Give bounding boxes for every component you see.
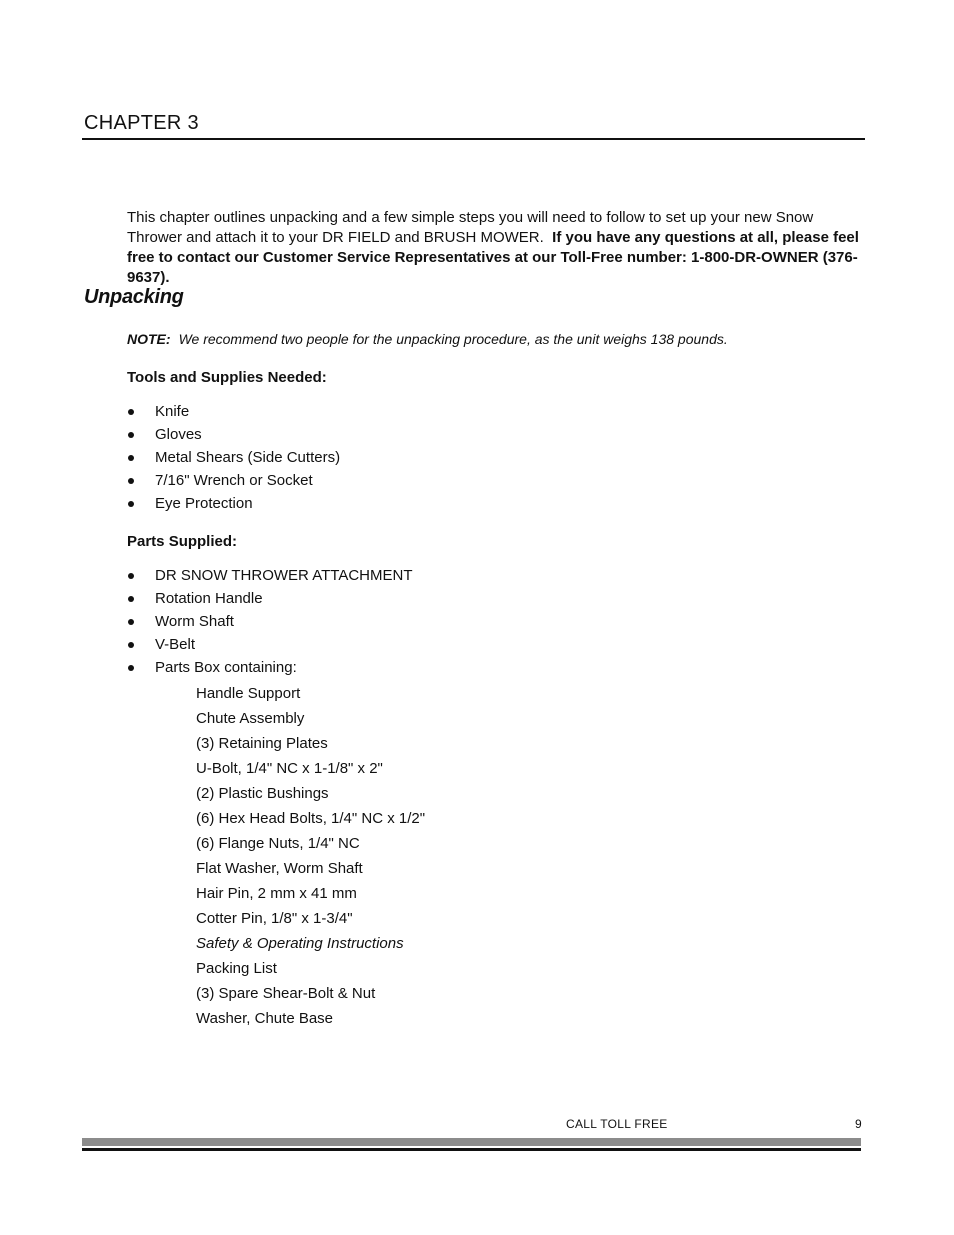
footer-label: CALL TOLL FREE [566,1117,668,1131]
list-item: Worm Shaft [127,610,413,633]
list-item: Safety & Operating Instructions [196,935,404,952]
list-item: DR SNOW THROWER ATTACHMENT [127,564,413,587]
list-item: Chute Assembly [196,710,305,727]
list-item: 7/16" Wrench or Socket [127,469,340,492]
parts-box-list [196,681,425,1031]
tools-list [127,400,340,515]
intro-text: This chapter outlines unpacking and a few simple steps you will need to follow to set up your new Snow Thrower and attach it to your DR FIELD and BRUSH MOWER. [127,209,814,246]
page-number: 9 [855,1117,862,1131]
bullet-icon [128,409,134,415]
bullet-icon [128,478,134,484]
note-text: We recommend two people for the unpacking procedure, as the unit weighs 138 pounds. [178,331,728,347]
bullet-icon [128,455,134,461]
list-item: Gloves [127,423,340,446]
tools-heading: Tools and Supplies Needed: [127,369,327,386]
list-item: (6) Flange Nuts, 1/4" NC [196,835,360,852]
list-item: Eye Protection [127,492,340,515]
bullet-icon [128,642,134,648]
bullet-icon [128,665,134,671]
footer-bar [82,1138,861,1146]
bullet-icon [128,619,134,625]
list-item: (6) Hex Head Bolts, 1/4" NC x 1/2" [196,810,426,827]
list-item: Packing List [196,960,277,977]
list-item: Knife [127,400,340,423]
list-item: (3) Retaining Plates [196,735,328,752]
chapter-heading: CHAPTER 3 [84,112,199,134]
parts-heading: Parts Supplied: [127,533,238,550]
list-item: Parts Box containing: [127,656,413,679]
parts-list [127,564,413,679]
list-item: U-Bolt, 1/4" NC x 1-1/8" x 2" [196,760,383,777]
note-label: NOTE: [127,331,171,347]
list-item: (2) Plastic Bushings [196,785,329,802]
list-item: Rotation Handle [127,587,413,610]
intro-contact-text: If you have any questions at all, please feel free to contact our Customer Service Representatives at our Toll-Free number: 1-800-DR-OWNER (376-9637). [127,229,859,286]
bullet-icon [128,432,134,438]
list-item: Hair Pin, 2 mm x 41 mm [196,885,357,902]
unpacking-note [127,331,728,347]
bullet-icon [128,501,134,507]
list-item: Washer, Chute Base [196,1010,334,1027]
footer-rule [82,1148,861,1151]
list-item: Flat Washer, Worm Shaft [196,860,363,877]
list-item: (3) Spare Shear-Bolt & Nut [196,985,376,1002]
intro-paragraph [127,208,872,288]
list-item: V-Belt [127,633,413,656]
chapter-rule [82,138,865,140]
list-item: Cotter Pin, 1/8" x 1-3/4" [196,910,353,927]
list-item: Metal Shears (Side Cutters) [127,446,340,469]
bullet-icon [128,573,134,579]
bullet-icon [128,596,134,602]
list-item: Handle Support [196,685,301,702]
section-title-unpacking: Unpacking [84,286,184,308]
